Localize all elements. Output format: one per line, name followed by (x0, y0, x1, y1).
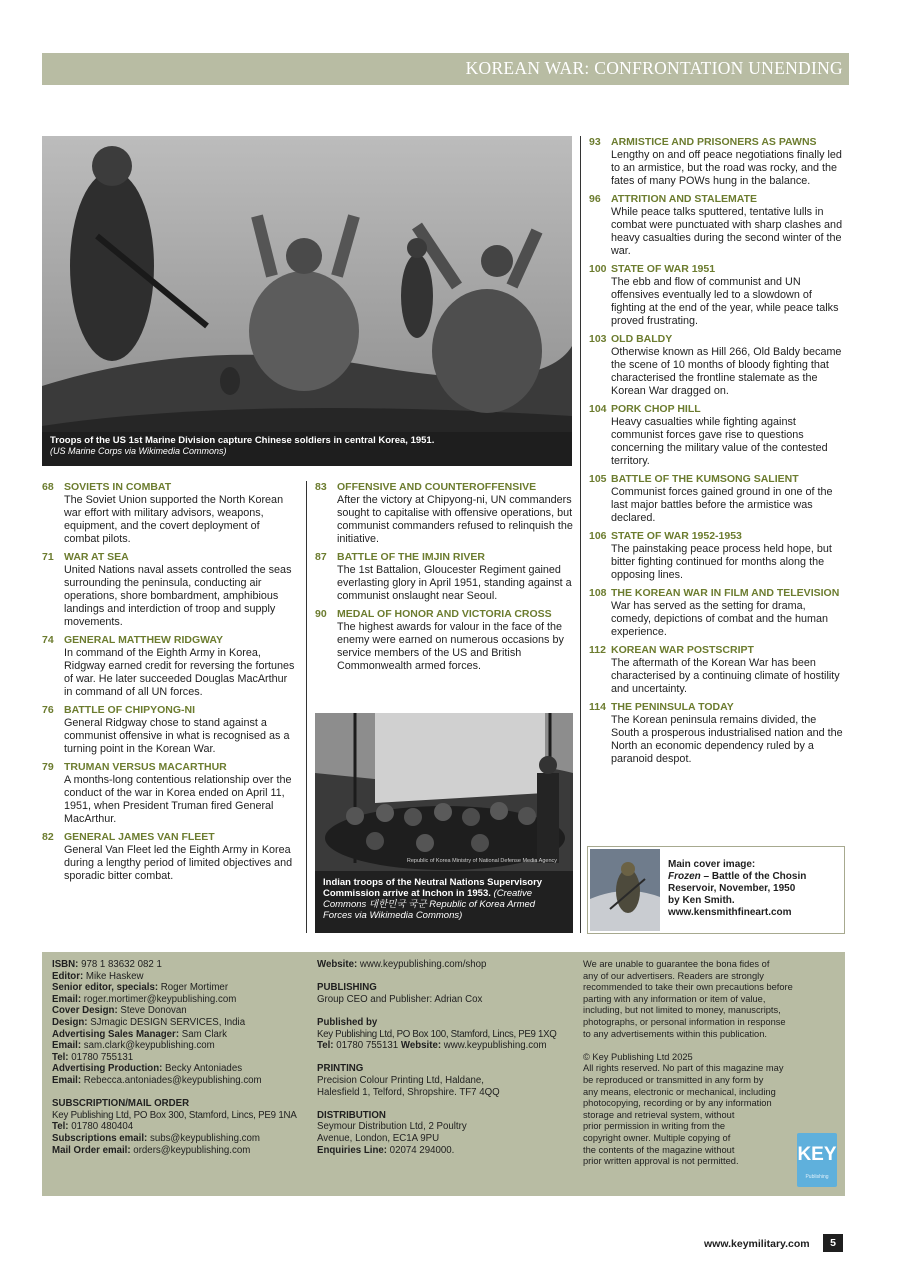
entry-title: THE PENINSULA TODAY (611, 701, 734, 713)
photo-illustration (42, 136, 572, 466)
text-line: any means, electronic or mechanical, including (583, 1086, 776, 1097)
entry-title: ATTRITION AND STALEMATE (611, 193, 758, 205)
entry-description: The Korean peninsula remains divided, the South a prosperous industrialised nation and the North an economic dependency ruled by a paranoid despot. (611, 714, 843, 765)
logo-word: KEY (797, 1144, 837, 1165)
entry-title: TRUMAN VERSUS MACARTHUR (64, 761, 227, 773)
contents-column-2 (315, 481, 577, 678)
photo2-caption-text (323, 877, 565, 921)
cover-title (668, 871, 844, 895)
contents-entry[interactable] (42, 831, 298, 883)
contents-entry[interactable] (589, 530, 845, 582)
printing-line-2: Halesfield 1, Telford, Shropshire. TF7 4QQ (317, 1086, 500, 1098)
ad-sales-value: Sam Clark (179, 1028, 227, 1040)
entry-description: Otherwise known as Hill 266, Old Baldy became the scene of 10 months of bloody fighting that characterised the frontline stalemate as the Korean War dragged on. (611, 346, 842, 397)
entry-title: OLD BALDY (611, 333, 673, 345)
published-by-address: Key Publishing Ltd, PO Box 100, Stamford, Lincs, PE9 1XQ (317, 1028, 557, 1040)
design-label: Design: (52, 1016, 88, 1028)
tel-label: Tel: (52, 1121, 69, 1133)
key-publishing-logo (797, 1133, 837, 1187)
entry-title: THE KOREAN WAR IN FILM AND TELEVISION (611, 587, 840, 599)
website-shop-link[interactable]: www.keypublishing.com/shop (357, 959, 487, 970)
contents-entry[interactable] (589, 587, 845, 639)
entry-page-number: 71 (42, 551, 54, 563)
cover-label: Main cover image: (668, 859, 756, 870)
entry-description: The 1st Battalion, Gloucester Regiment gained everlasting glory in April 1951, standing against a communist onslaught near Seoul. (337, 564, 572, 602)
footer-website[interactable]: www.keymilitary.com (704, 1238, 810, 1250)
contents-entry[interactable] (589, 403, 845, 468)
editor-label: Editor: (52, 970, 84, 982)
email-label: Email: (52, 1040, 82, 1052)
entry-description: Lengthy on and off peace negotiations finally led to an armistice, but the road was rocky, and the fates of many POWs hung in the balance. (611, 149, 842, 187)
entry-page-number: 76 (42, 704, 54, 716)
cover-caption (668, 859, 844, 919)
entry-page-number: 90 (315, 608, 327, 620)
tel-subscriptions: 01780 480404 (68, 1121, 134, 1133)
photo2-caption (315, 871, 573, 933)
isbn-value: 978 1 83632 082 1 (78, 959, 162, 970)
photo-indian-troops (315, 713, 573, 933)
photo2-caption-bold: Indian troops of the Neutral Nations Supervisory Commission arrive at Inchon in 1953. (323, 877, 543, 899)
entry-title: PORK CHOP HILL (611, 403, 701, 415)
enquiries-value: 02074 294000. (386, 1144, 455, 1156)
entry-page-number: 79 (42, 761, 54, 773)
entry-description: The painstaking peace process held hope, but bitter fighting continued for months along the opposing lines. (611, 543, 832, 581)
contents-entry[interactable] (589, 701, 845, 766)
text-line: including, but not limited to money, manuscripts, (583, 1005, 781, 1016)
entry-page-number: 68 (42, 481, 54, 493)
text-line: the contents of the magazine without (583, 1144, 735, 1155)
mail-order-label: Mail Order email: (52, 1144, 131, 1156)
published-by-heading: Published by (317, 1016, 378, 1028)
entry-title: KOREAN WAR POSTSCRIPT (611, 644, 754, 656)
page-number: 5 (823, 1234, 843, 1252)
entry-title: WAR AT SEA (64, 551, 129, 563)
cover-artist: by Ken Smith. (668, 895, 735, 906)
publishing-text: Group CEO and Publisher: Adrian Cox (317, 993, 483, 1005)
contents-entry[interactable] (589, 473, 845, 525)
cover-design-value: Steve Donovan (117, 1005, 187, 1017)
entry-title: STATE OF WAR 1951 (611, 263, 716, 275)
entry-title: OFFENSIVE AND COUNTEROFFENSIVE (337, 481, 537, 493)
printing-heading: PRINTING (317, 1063, 364, 1075)
entry-description: After the victory at Chipyong-ni, UN commanders sought to capitalise with offensive operations, but communist commanders refused to relinquish the initiative. (337, 494, 573, 545)
website-label: Website: (398, 1040, 442, 1052)
contents-entry[interactable] (589, 136, 845, 188)
entry-page-number: 103 (589, 333, 607, 345)
distribution-heading: DISTRIBUTION (317, 1109, 386, 1121)
website-link[interactable]: www.keypublishing.com (441, 1040, 547, 1052)
contents-entry[interactable] (42, 761, 298, 826)
printing-line-1: Precision Colour Printing Ltd, Haldane, (317, 1074, 484, 1086)
contents-entry[interactable] (315, 551, 577, 603)
email-label: Email: (52, 993, 82, 1005)
text-line: We are unable to guarantee the bona fides of (583, 959, 770, 969)
entry-description: War has served as the setting for drama, comedy, depictions of combat and the human experience. (611, 600, 829, 638)
entry-page-number: 82 (42, 831, 54, 843)
logo-subtitle: Publishing (805, 1174, 829, 1180)
text-line: any of our advertisers. Readers are strongly (583, 970, 764, 981)
entry-page-number: 104 (589, 403, 607, 415)
photo2-watermark: Republic of Korea Ministry of National Defense Media Agency (406, 858, 557, 864)
text-line: storage and retrieval system, without (583, 1109, 735, 1120)
tel-ad-sales: 01780 755131 (68, 1051, 134, 1063)
entry-title: STATE OF WAR 1952-1953 (611, 530, 742, 542)
website-label: Website: (317, 959, 358, 970)
entry-description: The Soviet Union supported the North Korean war effort with military advisors, weapons, equipment, and the covert deployment of combat pilots. (64, 494, 284, 545)
entry-title: BATTLE OF THE IMJIN RIVER (337, 551, 485, 563)
photo1-credit: (US Marine Corps via Wikimedia Commons) (50, 446, 227, 456)
cover-image-box (587, 846, 845, 934)
contents-entry[interactable] (589, 263, 845, 328)
header-band (42, 53, 849, 85)
entry-description: The highest awards for valour in the face of the enemy were earned on numerous occasions by service members of the US and British Commonwealth armed forces. (337, 621, 564, 672)
entry-description: In command of the Eighth Army in Korea, Ridgway earned credit for reversing the fortunes of war. He later succeeded Douglas MacArthur in command of all UN forces. (64, 647, 295, 698)
subscription-heading: SUBSCRIPTION/MAIL ORDER (52, 1098, 190, 1110)
entry-description: Heavy casualties while fighting against communist forces gave rise to questions concerning the military value of the contested territory. (611, 416, 828, 467)
entry-page-number: 100 (589, 263, 607, 275)
contents-entry[interactable] (589, 193, 845, 258)
text-line: All rights reserved. No part of this magazine may (583, 1063, 784, 1074)
contents-entry[interactable] (315, 608, 577, 673)
tel-publisher: 01780 755131 (333, 1040, 399, 1052)
subs-email-label: Subscriptions email: (52, 1132, 148, 1144)
imprint-column-1 (52, 959, 314, 1156)
entry-description: A months-long contentious relationship over the conduct of the war in Korea ended on April 11, 1951, when President Truman fired General MacArthur. (64, 774, 292, 825)
contents-column-1 (42, 481, 298, 888)
text-line: parting with any information or item of value, (583, 993, 766, 1004)
text-line: to any advertisements within this publication. (583, 1028, 767, 1039)
contents-entry[interactable] (589, 644, 845, 696)
cover-url: www.kensmithfineart.com (668, 907, 792, 918)
text-line: photographs, or personal information in response (583, 1016, 786, 1027)
editor-value: Mike Haskew (83, 970, 144, 982)
page-header-title: KOREAN WAR: CONFRONTATION UNENDING (465, 58, 843, 78)
ad-production-value: Becky Antoniades (162, 1063, 243, 1075)
text-line: prior written approval is not permitted. (583, 1156, 739, 1167)
tel-label: Tel: (317, 1040, 334, 1052)
cover-thumbnail-art (590, 849, 660, 931)
photo-marines-capture (42, 136, 572, 466)
entry-page-number: 93 (589, 136, 601, 148)
email-label: Email: (52, 1074, 82, 1086)
imprint-panel (42, 952, 845, 1196)
text-line: © Key Publishing Ltd 2025 (583, 1051, 693, 1062)
text-line: prior permission in writing from the (583, 1121, 726, 1132)
entry-title: BATTLE OF THE KUMSONG SALIENT (611, 473, 799, 485)
cover-title-rest: – Battle of the Chosin Reservoir, November, 1950 (668, 871, 807, 894)
entry-title: SOVIETS IN COMBAT (64, 481, 172, 493)
text-line: recommended to take their own precautions before (583, 982, 793, 993)
contents-entry[interactable] (42, 634, 298, 699)
photo1-caption-text: Troops of the US 1st Marine Division capture Chinese soldiers in central Korea, 1951. (50, 435, 435, 446)
contents-entry[interactable] (589, 333, 845, 398)
email-ad-sales[interactable]: sam.clark@keypublishing.com (81, 1040, 215, 1052)
email-editor[interactable]: roger.mortimer@keypublishing.com (81, 993, 237, 1005)
subscription-address: Key Publishing Ltd, PO Box 300, Stamford, Lincs, PE9 1NA (52, 1109, 297, 1121)
contents-entry[interactable] (315, 481, 577, 546)
entry-description: While peace talks sputtered, tentative lulls in combat were punctuated with sharp clashes and heavy casualties during the second winter of the war. (611, 206, 843, 257)
entry-title: GENERAL MATTHEW RIDGWAY (64, 634, 224, 646)
entry-page-number: 105 (589, 473, 607, 485)
entry-page-number: 114 (589, 701, 606, 713)
contents-entry[interactable] (42, 551, 298, 629)
cover-design-label: Cover Design: (52, 1005, 118, 1017)
entry-page-number: 74 (42, 634, 54, 646)
contents-entry[interactable] (42, 481, 298, 546)
entry-title: BATTLE OF CHIPYONG-NI (64, 704, 196, 716)
entry-page-number: 83 (315, 481, 327, 493)
contents-column-3 (589, 136, 845, 771)
senior-editor-value: Roger Mortimer (158, 982, 229, 994)
design-value: SJmagic DESIGN SERVICES, India (87, 1016, 246, 1028)
text-line: copyright owner. Multiple copying of (583, 1132, 731, 1143)
entry-title: MEDAL OF HONOR AND VICTORIA CROSS (337, 608, 552, 620)
entry-description: United Nations naval assets controlled the seas surrounding the peninsula, conducting air operations, shore bombardment, amphibious landings and interdiction of troop and supply movements. (64, 564, 292, 628)
cover-title-italic: Frozen (668, 871, 701, 882)
enquiries-label: Enquiries Line: (317, 1144, 387, 1156)
entry-page-number: 87 (315, 551, 327, 563)
senior-editor-label: Senior editor, specials: (52, 982, 159, 994)
entry-page-number: 108 (589, 587, 607, 599)
entry-description: The ebb and flow of communist and UN offensives eventually led to a slowdown of fighting at the end of the year, while peace talks proved frustrating. (611, 276, 839, 327)
entry-description: General Ridgway chose to stand against a communist offensive in what is recognised as a turning point in the Korean War. (64, 717, 290, 755)
text-line: photocopying, recording or by any information (583, 1098, 772, 1109)
entry-page-number: 96 (589, 193, 601, 205)
contents-entry[interactable] (42, 704, 298, 756)
column-divider (306, 481, 307, 933)
column-divider (580, 136, 581, 933)
entry-title: GENERAL JAMES VAN FLEET (64, 831, 215, 843)
entry-page-number: 106 (589, 530, 607, 542)
mail-order-value[interactable]: orders@keypublishing.com (130, 1144, 251, 1156)
cover-thumbnail (590, 849, 660, 931)
entry-title: ARMISTICE AND PRISONERS AS PAWNS (611, 136, 817, 148)
entry-description: The aftermath of the Korean War has been characterised by a continuing climate of hostility and uncertainty. (611, 657, 840, 695)
disclaimer-text (583, 959, 841, 1040)
subs-email-value[interactable]: subs@keypublishing.com (147, 1132, 260, 1144)
ad-production-label: Advertising Production: (52, 1063, 163, 1075)
ad-sales-label: Advertising Sales Manager: (52, 1028, 180, 1040)
distribution-line-1: Seymour Distribution Ltd, 2 Poultry (317, 1121, 467, 1133)
photo1-caption (42, 432, 572, 466)
distribution-line-2: Avenue, London, EC1A 9PU (317, 1132, 440, 1144)
photo2-credit: (Creative Commons 대한민국 국군 Republic of Korea Armed Forces via Wikimedia Commons) (323, 888, 536, 921)
entry-page-number: 112 (589, 644, 606, 656)
entry-description: Communist forces gained ground in one of the last major battles before the armistice was declared. (611, 486, 833, 524)
imprint-column-2 (317, 959, 579, 1156)
text-line: be reproduced or transmitted in any form by (583, 1074, 764, 1085)
tel-label: Tel: (52, 1051, 69, 1063)
entry-description: General Van Fleet led the Eighth Army in Korea during a lengthy period of limited objectives and sporadic bitter combat. (64, 844, 293, 882)
email-ad-production[interactable]: Rebecca.antoniades@keypublishing.com (81, 1074, 262, 1086)
publishing-heading: PUBLISHING (317, 982, 377, 994)
isbn-label: ISBN: (52, 959, 79, 970)
